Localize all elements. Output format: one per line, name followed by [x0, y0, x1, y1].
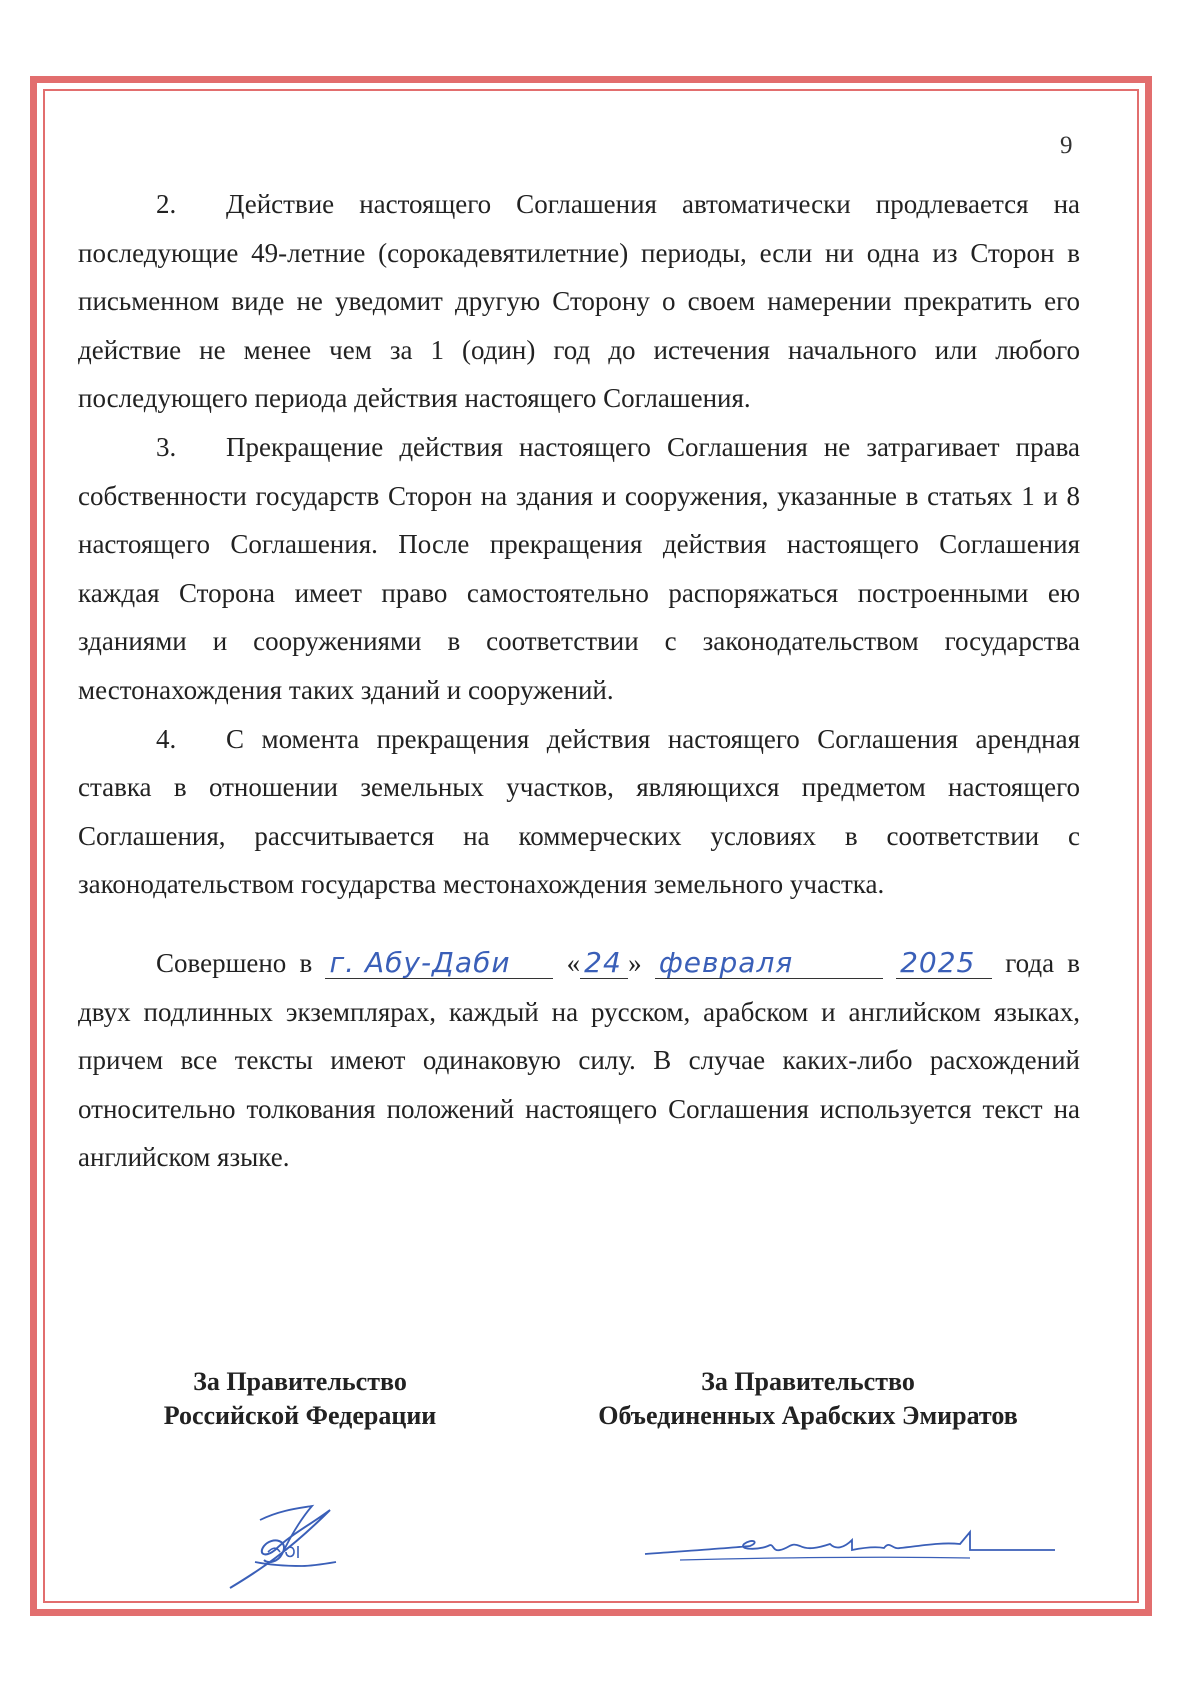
- closing-text: года в двух подлинных экземплярах, каждый на русском, арабском и английском языках, причем все тексты имеют одинаковую силу. В случае каких-либо расхождений относительно толкования положений настоящего Соглашения используется текст на английском языке.: [78, 947, 1081, 1173]
- closing-paragraph: [78, 939, 1080, 1182]
- signatory-line2: Объединенных Арабских Эмиратов: [598, 1401, 1018, 1430]
- signatory-russia: [130, 1365, 470, 1433]
- signatory-line1: За Правительство: [701, 1367, 915, 1396]
- signature-uae: [640, 1520, 1060, 1570]
- quote-open: «: [566, 947, 581, 978]
- handwritten-year: 2025: [896, 948, 992, 979]
- signatory-uae: [548, 1365, 1068, 1433]
- paragraph-3: [78, 423, 1080, 715]
- quote-close: »: [628, 947, 642, 978]
- paragraph-4: [78, 715, 1080, 909]
- handwritten-day: 24: [580, 948, 628, 979]
- signatories: [78, 1365, 1080, 1465]
- paragraph-number: 4.: [156, 723, 177, 754]
- signatory-line2: Российской Федерации: [163, 1401, 437, 1430]
- handwritten-city: г. Абу-Даби: [325, 948, 553, 979]
- paragraph-2: [78, 180, 1080, 423]
- paragraph-text: Прекращение действия настоящего Соглашения не затрагивает права собственности государств Сторон на здания и сооружения, указанные в статьях 1 и 8 настоящего Соглашения. После прекращения действия настоящего Соглашения каждая Сторона имеет право самостоятельно распоряжаться построенными ею зданиями и сооружениями в соответствии с законодательством государства местонахождения таких зданий и сооружений.: [78, 431, 1080, 705]
- page-number: 9: [1060, 132, 1073, 159]
- paragraph-text: С момента прекращения действия настоящего Соглашения арендная ставка в отношении земельных участков, являющихся предметом настоящего Соглашения, рассчитывается на коммерческих условиях в соответствии с законодательством государства местонахождения земельного участка.: [78, 723, 1080, 900]
- signature-russia: [220, 1480, 360, 1595]
- paragraph-text: Действие настоящего Соглашения автоматически продлевается на последующие 49-летние (сорокадевятилетние) периоды, если ни одна из Сторон в письменном виде не уведомит другую Сторону о своем намерении прекратить его действие не менее чем за 1 (один) год до истечения начального или любого последующего периода действия настоящего Соглашения.: [78, 189, 1080, 414]
- closing-prefix: Совершено в: [156, 947, 313, 978]
- paragraph-number: 3.: [156, 431, 177, 462]
- document-body: [78, 180, 1080, 1182]
- signatory-line1: За Правительство: [193, 1367, 407, 1396]
- paragraph-number: 2.: [156, 189, 177, 219]
- handwritten-month: февраля: [655, 948, 883, 979]
